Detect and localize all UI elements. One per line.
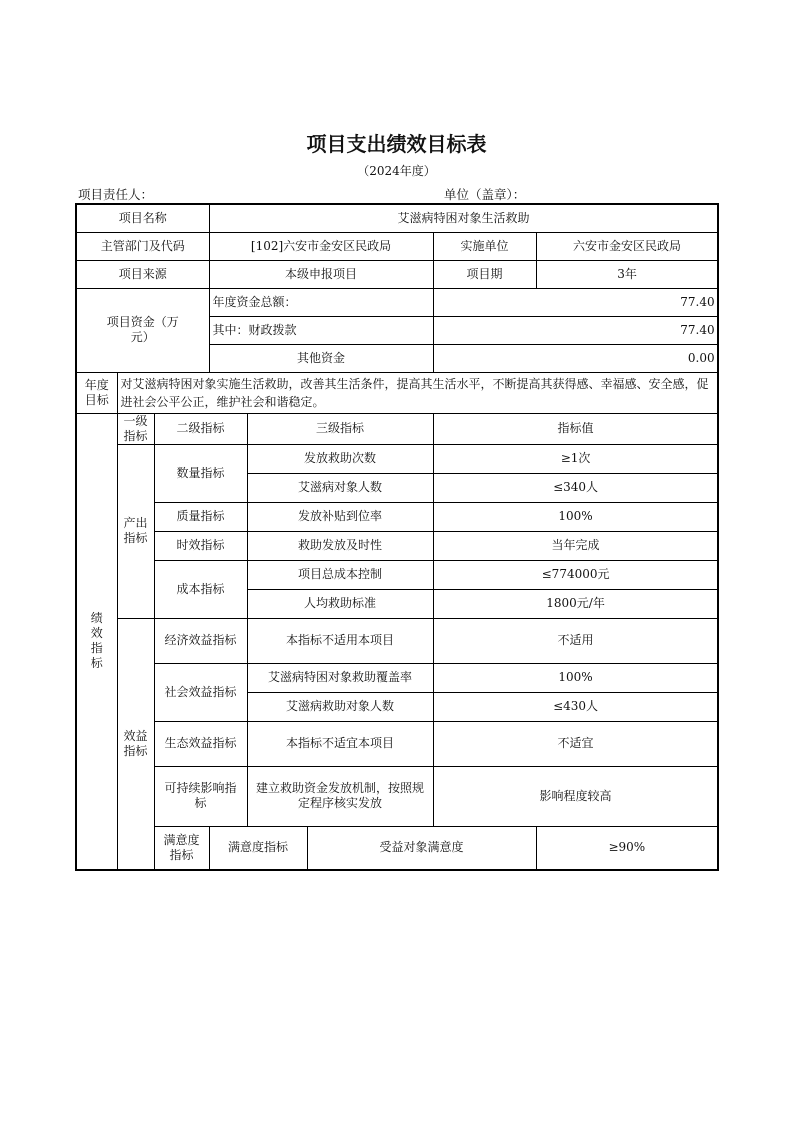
timeliness-1-name: 救助发放及时性 (247, 531, 433, 560)
project-name-label: 项目名称 (76, 204, 209, 232)
header-level1: 一级指标 (117, 413, 154, 444)
timeliness-indicator: 时效指标 (154, 531, 247, 560)
ecology-1-name: 本指标不适宜本项目 (247, 721, 433, 766)
satisfaction-1-name: 受益对象满意度 (307, 826, 536, 870)
annual-goal-label: 年度目标 (76, 372, 117, 413)
project-period-value: 3年 (536, 260, 718, 288)
page-title: 项目支出绩效目标表 (306, 132, 487, 156)
other-funds-label: 其他资金 (209, 344, 433, 372)
fiscal-allocation-label: 其中：财政拨款 (209, 316, 433, 344)
quantity-2-name: 艾滋病对象人数 (247, 473, 433, 502)
timeliness-1-value: 当年完成 (433, 531, 718, 560)
social-1-value: 100% (433, 663, 718, 692)
row-ecology (76, 721, 718, 766)
satisfaction-1-value: ≥90% (536, 826, 718, 870)
effect-indicators-label: 效益指标 (117, 618, 154, 870)
social-2-name: 艾滋病救助对象人数 (247, 692, 433, 721)
project-period-label: 项目期 (433, 260, 536, 288)
row-quality (76, 502, 718, 531)
unit-seal-label: 单位（盖章）： (444, 187, 526, 202)
project-name-value: 艾滋病特困对象生活救助 (209, 204, 718, 232)
project-source-value: 本级申报项目 (209, 260, 433, 288)
performance-target-table (75, 203, 719, 871)
cost-2-value: 1800元/年 (433, 589, 718, 618)
quality-indicator: 质量指标 (154, 502, 247, 531)
row-satisfaction (76, 826, 718, 870)
cost-1-name: 项目总成本控制 (247, 560, 433, 589)
performance-indicators-label: 绩效指标 (76, 413, 117, 870)
social-2-value: ≤430人 (433, 692, 718, 721)
ecology-1-value: 不适宜 (433, 721, 718, 766)
quality-1-name: 发放补贴到位率 (247, 502, 433, 531)
department-label: 主管部门及代码 (76, 232, 209, 260)
fiscal-allocation-value: 77.40 (433, 316, 718, 344)
implementing-unit-value: 六安市金安区民政局 (536, 232, 718, 260)
cost-indicator: 成本指标 (154, 560, 247, 618)
cost-2-name: 人均救助标准 (247, 589, 433, 618)
social-1-name: 艾滋病特困对象救助覆盖率 (247, 663, 433, 692)
economic-1-name: 本指标不适用本项目 (247, 618, 433, 663)
project-funds-label: 项目资金（万元） (76, 288, 209, 372)
department-value: [102]六安市金安区民政局 (209, 232, 433, 260)
row-sustainability (76, 766, 718, 826)
quantity-2-value: ≤340人 (433, 473, 718, 502)
row-cost-1 (76, 560, 718, 589)
row-indicator-header (76, 413, 718, 444)
year-subtitle: （2024年度） (357, 164, 436, 178)
social-indicator: 社会效益指标 (154, 663, 247, 721)
project-source-label: 项目来源 (76, 260, 209, 288)
sustainability-1-value: 影响程度较高 (433, 766, 718, 826)
economic-indicator: 经济效益指标 (154, 618, 247, 663)
sustainability-1-name: 建立救助资金发放机制，按照规定程序核实发放 (247, 766, 433, 826)
ecology-indicator: 生态效益指标 (154, 721, 247, 766)
quantity-1-name: 发放救助次数 (247, 444, 433, 473)
row-source (76, 260, 718, 288)
sustainability-indicator: 可持续影响指标 (154, 766, 247, 826)
row-project-name (76, 204, 718, 232)
economic-1-value: 不适用 (433, 618, 718, 663)
annual-total-value: 77.40 (433, 288, 718, 316)
row-economic (76, 618, 718, 663)
other-funds-value: 0.00 (433, 344, 718, 372)
row-total-funds (76, 288, 718, 316)
row-social-1 (76, 663, 718, 692)
satisfaction-indicator: 满意度指标 (209, 826, 307, 870)
header-level2: 二级指标 (154, 413, 247, 444)
quantity-indicator: 数量指标 (154, 444, 247, 502)
row-department (76, 232, 718, 260)
quality-1-value: 100% (433, 502, 718, 531)
annual-total-label: 年度资金总额： (209, 288, 433, 316)
output-indicators-label: 产出指标 (117, 444, 154, 618)
implementing-unit-label: 实施单位 (433, 232, 536, 260)
quantity-1-value: ≥1次 (433, 444, 718, 473)
responsible-person-label: 项目责任人： (78, 187, 154, 202)
satisfaction-indicators-label: 满意度指标 (154, 826, 209, 870)
row-quantity-1 (76, 444, 718, 473)
header-level3: 三级指标 (247, 413, 433, 444)
row-timeliness (76, 531, 718, 560)
annual-goal-text: 对艾滋病特困对象实施生活救助，改善其生活条件，提高其生活水平，不断提高其获得感、幸福感、安全感，促进社会公平公正，维护社会和谐稳定。 (117, 372, 718, 413)
header-value: 指标值 (433, 413, 718, 444)
cost-1-value: ≤774000元 (433, 560, 718, 589)
row-annual-goal (76, 372, 718, 413)
